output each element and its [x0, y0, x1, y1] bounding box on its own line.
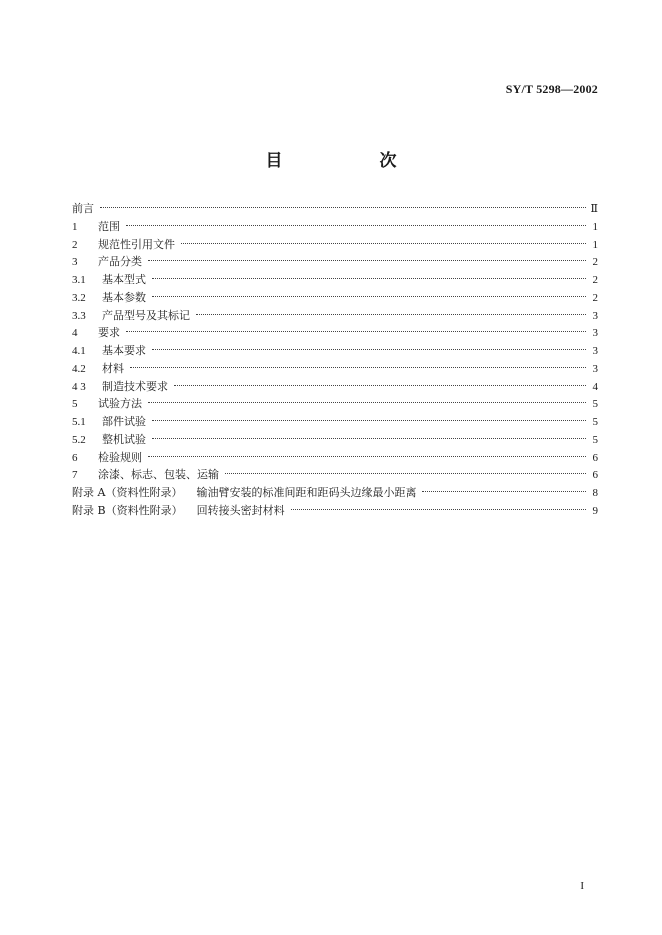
toc-entry-page: 6	[592, 451, 598, 464]
toc-entry-5[interactable]	[72, 395, 598, 413]
toc-entry-appendix-a[interactable]	[72, 484, 598, 502]
toc-entry-page: 9	[592, 504, 598, 517]
toc-entry-2[interactable]	[72, 236, 598, 254]
toc-entry-foreword[interactable]	[72, 200, 598, 218]
toc-entry-title: 检验规则	[98, 450, 142, 464]
toc-entry-title: 基本型式	[102, 273, 146, 286]
toc-entry-page: 8	[592, 487, 598, 499]
toc-entry-number: 5.1	[72, 416, 86, 428]
toc-entry-page: 5	[592, 398, 598, 411]
toc-entry-title: 试验方法	[98, 397, 142, 411]
toc-leader-dots	[196, 314, 586, 315]
toc-entry-number: 3.2	[72, 291, 86, 304]
standard-code: SY/T 5298—2002	[505, 82, 598, 96]
toc-entry-number: 3	[72, 256, 78, 269]
toc-entry-title: 回转接头密封材料	[196, 503, 285, 517]
toc-entry-number: 4 3	[72, 380, 86, 393]
toc-entry-number: 2	[72, 238, 78, 251]
toc-entry-page: 2	[592, 274, 598, 286]
toc-entry-title: 部件试验	[102, 415, 146, 428]
toc-leader-dots	[225, 473, 586, 474]
toc-leader-dots	[291, 509, 586, 510]
toc-entry-number: 6	[72, 451, 78, 464]
toc-entry-4-2[interactable]	[72, 360, 598, 378]
toc-entry-number: 3.3	[72, 309, 86, 322]
toc-entry-appendix-b[interactable]	[72, 502, 598, 520]
toc-entry-title: 制造技术要求	[102, 379, 168, 393]
toc-entry-page: Ⅱ	[590, 203, 598, 215]
toc-entry-title: 涂漆、标志、包装、运输	[98, 468, 219, 482]
toc-entry-number: 4.1	[72, 345, 86, 357]
toc-entry-page: 1	[592, 238, 598, 251]
toc-entry-title: 产品型号及其标记	[102, 308, 190, 322]
toc-leader-dots	[126, 225, 586, 226]
toc-leader-dots	[152, 278, 586, 279]
page-number: I	[580, 880, 584, 892]
toc-leader-dots	[130, 367, 586, 368]
toc-entry-page: 6	[592, 469, 598, 482]
toc-entry-title: 基本参数	[102, 290, 146, 304]
toc-entry-number: 1	[72, 220, 78, 233]
toc-entry-number: 4	[72, 327, 78, 340]
toc-entry-3[interactable]	[72, 253, 598, 271]
toc-entry-number: 3.1	[72, 274, 86, 286]
toc-entry-page: 4	[592, 380, 598, 393]
toc-entry-4[interactable]	[72, 324, 598, 342]
toc-entry-title: 前言	[72, 202, 94, 215]
toc-entry-page: 3	[592, 327, 598, 340]
toc-leader-dots	[126, 331, 586, 332]
toc-entry-page: 2	[592, 256, 598, 269]
toc-entry-number: 4.2	[72, 362, 86, 375]
page-title: 目 次	[265, 151, 437, 171]
toc-entry-1[interactable]	[72, 218, 598, 236]
toc-entry-page: 5	[592, 416, 598, 428]
toc-entry-4-1[interactable]	[72, 342, 598, 360]
toc-entry-5-1[interactable]	[72, 413, 598, 431]
toc-entry-title: 材料	[102, 361, 124, 375]
toc-entry-title: 输油臂安装的标准间距和距码头边缘最小距离	[196, 486, 417, 499]
toc-entry-6[interactable]	[72, 449, 598, 467]
toc-entry-5-2[interactable]	[72, 431, 598, 449]
toc-leader-dots	[422, 491, 586, 492]
toc-entry-number: 附录 A（资料性附录）	[72, 486, 183, 499]
toc-leader-dots	[152, 296, 586, 297]
toc-leader-dots	[181, 243, 586, 244]
toc-entry-7[interactable]	[72, 466, 598, 484]
toc-entry-3-2[interactable]	[72, 289, 598, 307]
toc-entry-title: 产品分类	[98, 255, 142, 269]
toc-entry-3-3[interactable]	[72, 307, 598, 325]
toc-leader-dots	[152, 438, 586, 439]
toc-entry-number: 5.2	[72, 433, 86, 446]
toc-leader-dots	[152, 349, 586, 350]
toc-entry-page: 5	[592, 433, 598, 446]
toc-entry-title: 基本要求	[102, 344, 146, 357]
toc-entry-page: 3	[592, 309, 598, 322]
toc-entry-number: 7	[72, 469, 78, 482]
toc-entry-number: 附录 B（资料性附录）	[72, 503, 183, 517]
toc-entry-title: 要求	[98, 326, 120, 340]
toc-entry-3-1[interactable]	[72, 271, 598, 289]
toc-entry-title: 规范性引用文件	[98, 237, 175, 251]
toc-entry-page: 3	[592, 362, 598, 375]
toc-entry-page: 3	[592, 345, 598, 357]
table-of-contents	[72, 200, 598, 520]
toc-leader-dots	[174, 385, 586, 386]
toc-entry-number: 5	[72, 398, 78, 411]
toc-leader-dots	[148, 456, 586, 457]
toc-leader-dots	[148, 260, 586, 261]
toc-leader-dots	[148, 402, 586, 403]
toc-leader-dots	[100, 207, 586, 208]
toc-entry-title: 范围	[98, 219, 120, 233]
toc-entry-page: 2	[592, 291, 598, 304]
toc-leader-dots	[152, 420, 586, 421]
toc-entry-title: 整机试验	[102, 432, 146, 446]
toc-entry-4-3[interactable]	[72, 378, 598, 396]
toc-entry-page: 1	[592, 220, 598, 233]
